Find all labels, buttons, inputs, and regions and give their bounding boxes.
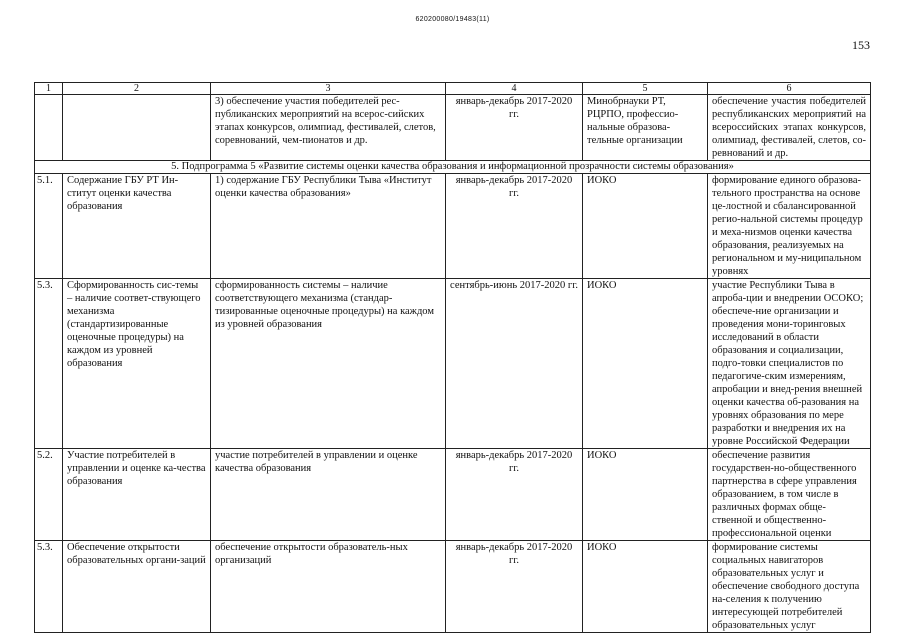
executor-cell: ИОКО [583, 174, 708, 279]
column-number: 2 [63, 83, 211, 95]
table-row [35, 95, 871, 161]
table-row [35, 174, 871, 279]
result-cell: формирование системы социальных навигаторов образовательных услуг и обеспечение свободного доступа на-селения к получению интересующей потребителей образовательных услуг [708, 541, 871, 633]
indicator-cell: Сформированность сис-темы – наличие соответ-ствующего механизма (стандартизированные оценочные процедуры) на каждом из уровней образования [63, 279, 211, 449]
row-number-cell: 5.3. [35, 279, 63, 449]
period-cell: январь-декабрь 2017-2020 гг. [446, 174, 583, 279]
executor-cell: ИОКО [583, 449, 708, 541]
row-number-cell [35, 95, 63, 161]
row-number-cell: 5.1. [35, 174, 63, 279]
column-number: 6 [708, 83, 871, 95]
activity-cell: участие потребителей в управлении и оценке качества образования [211, 449, 446, 541]
table-row [35, 279, 871, 449]
result-cell: обеспечение участия победителей республиканских мероприятий на всероссийских этапах конкурсов, олимпиад, фестивалей, слетов, со-ревнований и др. [708, 95, 871, 161]
subprogram-row [35, 161, 871, 174]
column-number: 3 [211, 83, 446, 95]
indicator-cell: Участие потребителей в управлении и оценке ка-чества образования [63, 449, 211, 541]
indicator-cell: Обеспечение открытости образовательных органи-заций [63, 541, 211, 633]
indicator-cell [63, 95, 211, 161]
row-number-cell: 5.2. [35, 449, 63, 541]
activity-cell: 1) содержание ГБУ Республики Тыва «Институт оценки качества образования» [211, 174, 446, 279]
executor-cell: ИОКО [583, 541, 708, 633]
activity-cell: сформированность системы – наличие соответствующего механизма (стандар-тизированные оценочные процедуры) на каждом из уровней образования [211, 279, 446, 449]
subprogram-title: 5. Подпрограмма 5 «Развитие системы оценки качества образования и информационной прозрачности системы образования» [35, 161, 871, 174]
result-cell: участие Республики Тыва в апроба-ции и внедрении ОСОКО; обеспече-ние организации и проведения мони-торинговых исследований в области образования и социализации, подго-товки специалистов по педагогиче-ским измерениям, апробации и внед-рения внешней оценки качества об-разования на уровнях образования по мере разработки и внедрения их на уровне Российской Федерации [708, 279, 871, 449]
result-cell: обеспечение развития государствен-но-общественного партнерства в сфере управления образованием, в том числе в различных формах обще-ственной и общественно-профессиональной оценки [708, 449, 871, 541]
period-cell: сентябрь-июнь 2017-2020 гг. [446, 279, 583, 449]
period-cell: январь-декабрь 2017-2020 гг. [446, 449, 583, 541]
table-row [35, 541, 871, 633]
activity-cell: обеспечение открытости образователь-ных организаций [211, 541, 446, 633]
document-code: 620200080/19483(11) [415, 16, 490, 23]
table-row [35, 449, 871, 541]
period-cell: январь-декабрь 2017-2020 гг. [446, 95, 583, 161]
column-number: 4 [446, 83, 583, 95]
program-table [34, 82, 871, 633]
indicator-cell: Содержание ГБУ РТ Ин-ститут оценки качества образования [63, 174, 211, 279]
period-cell: январь-декабрь 2017-2020 гг. [446, 541, 583, 633]
executor-cell: Минобрнауки РТ, РЦРПО, профессио-нальные образова-тельные организации [583, 95, 708, 161]
result-cell: формирование единого образова-тельного пространства на основе це-лостной и сбалансированной регио-нальной системы процедур и меха-низмов оценки качества образования, реализуемых на региональном и му-ниципальном уровнях [708, 174, 871, 279]
column-number: 1 [35, 83, 63, 95]
column-number: 5 [583, 83, 708, 95]
executor-cell: ИОКО [583, 279, 708, 449]
row-number-cell: 5.3. [35, 541, 63, 633]
column-number-row [35, 83, 871, 95]
page-number: 153 [852, 38, 870, 52]
activity-cell: 3) обеспечение участия победителей рес-публиканских мероприятий на всерос-сийских этапах конкурсов, олимпиад, фестивалей, слетов, соревнований, чем-пионатов и др. [211, 95, 446, 161]
